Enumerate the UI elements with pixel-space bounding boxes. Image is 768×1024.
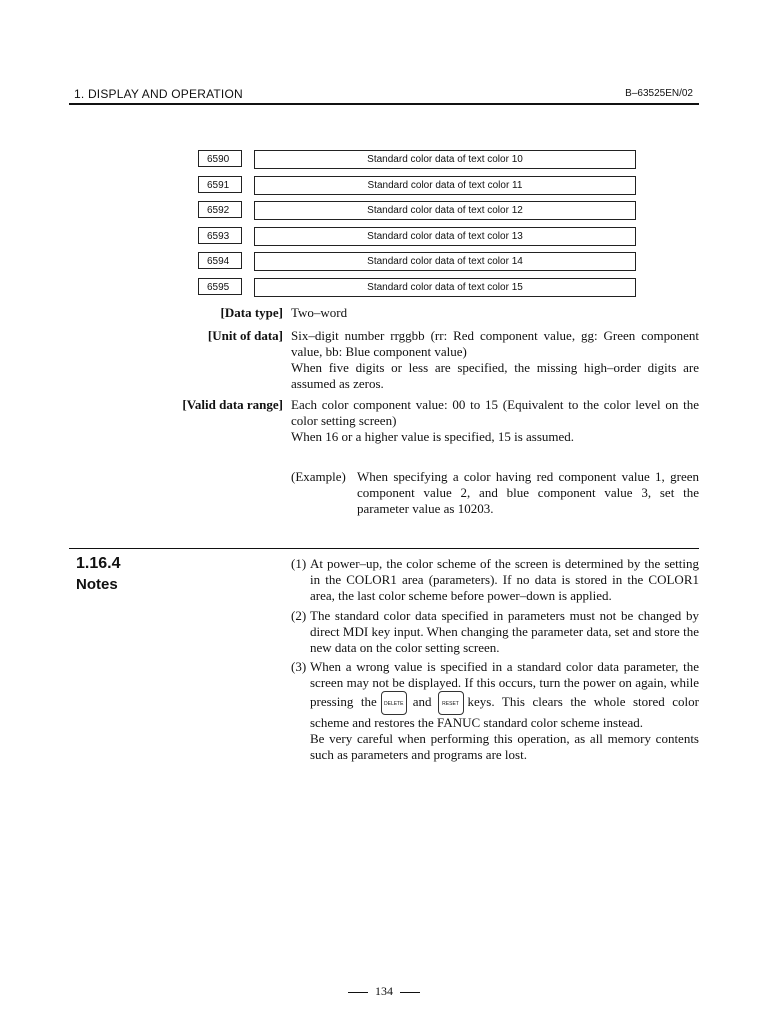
data-type-term: [Data type]: [220, 305, 283, 320]
example-text: When specifying a color having red component value 1, green component value 2, and blue component value 3, set the parameter value as 10203.: [357, 469, 699, 516]
parameter-description: Standard color data of text color 15: [254, 278, 636, 297]
note-text: [310, 659, 699, 763]
unit-of-data-line: Six–digit number rrggbb (rr: Red component value, gg: Green component value, bb: Blue component value): [291, 328, 699, 359]
document-id: B–63525EN/02: [625, 88, 693, 99]
delete-key-icon: DELETE: [381, 691, 407, 715]
parameter-row: [198, 150, 636, 169]
parameter-row: [198, 227, 636, 246]
parameter-number: 6591: [198, 176, 242, 193]
note-number: (2): [291, 608, 307, 623]
valid-range-line: Each color component value: 00 to 15 (Equivalent to the color level on the color setting screen): [291, 397, 699, 428]
note-text: At power–up, the color scheme of the screen is determined by the setting in the COLOR1 area (parameters). If no data is stored in the COLOR1 area, the last color scheme before power–down is applied.: [310, 556, 699, 603]
parameter-description: Standard color data of text color 12: [254, 201, 636, 220]
parameter-number: 6594: [198, 252, 242, 269]
parameter-row: [198, 278, 636, 297]
section-title: Notes: [76, 576, 118, 593]
note-number: (3): [291, 659, 307, 674]
note-number: (1): [291, 556, 307, 571]
parameter-row: [198, 176, 636, 195]
header-rule: [69, 103, 699, 105]
parameter-number: 6593: [198, 227, 242, 244]
chapter-title: 1. DISPLAY AND OPERATION: [74, 87, 243, 101]
reset-key-icon: RESET: [438, 691, 464, 715]
page-number: 134: [375, 984, 393, 998]
section-number: 1.16.4: [76, 555, 121, 572]
section-rule: [69, 548, 699, 549]
parameter-description: Standard color data of text color 13: [254, 227, 636, 246]
note-text-part: keys. This clears the whole stored color scheme and restores the FANUC standard color scheme instead.: [310, 693, 699, 730]
note-item: [291, 608, 699, 656]
parameter-row: [198, 201, 636, 220]
note-item: [291, 659, 699, 763]
valid-range-value: [291, 397, 699, 445]
page-footer: [0, 984, 768, 999]
parameter-description: Standard color data of text color 11: [254, 176, 636, 195]
footer-dash: [400, 992, 420, 993]
parameter-number: 6595: [198, 278, 242, 295]
parameter-description: Standard color data of text color 14: [254, 252, 636, 271]
parameter-number: 6592: [198, 201, 242, 218]
footer-dash: [348, 992, 368, 993]
unit-of-data-term: [Unit of data]: [207, 328, 283, 343]
unit-of-data-line: When five digits or less are specified, the missing high–order digits are assumed as zeros.: [291, 360, 699, 391]
note-text: The standard color data specified in parameters must not be changed by direct MDI key input. When changing the parameter data, set and store the new data on the color setting screen.: [310, 608, 699, 655]
valid-range-term: [Valid data range]: [182, 397, 283, 412]
note-item: [291, 556, 699, 604]
unit-of-data-value: [291, 328, 699, 392]
and-word: and: [412, 693, 432, 709]
valid-range-line: When 16 or a higher value is specified, 15 is assumed.: [291, 429, 575, 444]
note-text-part: When a wrong value is specified in a standard color data parameter, the screen may not be displayed. If this occurs, turn the power on again, while pressing the: [310, 659, 699, 709]
parameter-description: Standard color data of text color 10: [254, 150, 636, 169]
example-label: (Example): [291, 469, 346, 484]
note-warning: Be very careful when performing this operation, as all memory contents such as parameters and programs are lost.: [310, 731, 699, 762]
parameter-row: [198, 252, 636, 271]
data-type-value: Two–word: [291, 305, 348, 320]
parameter-number: 6590: [198, 150, 242, 167]
